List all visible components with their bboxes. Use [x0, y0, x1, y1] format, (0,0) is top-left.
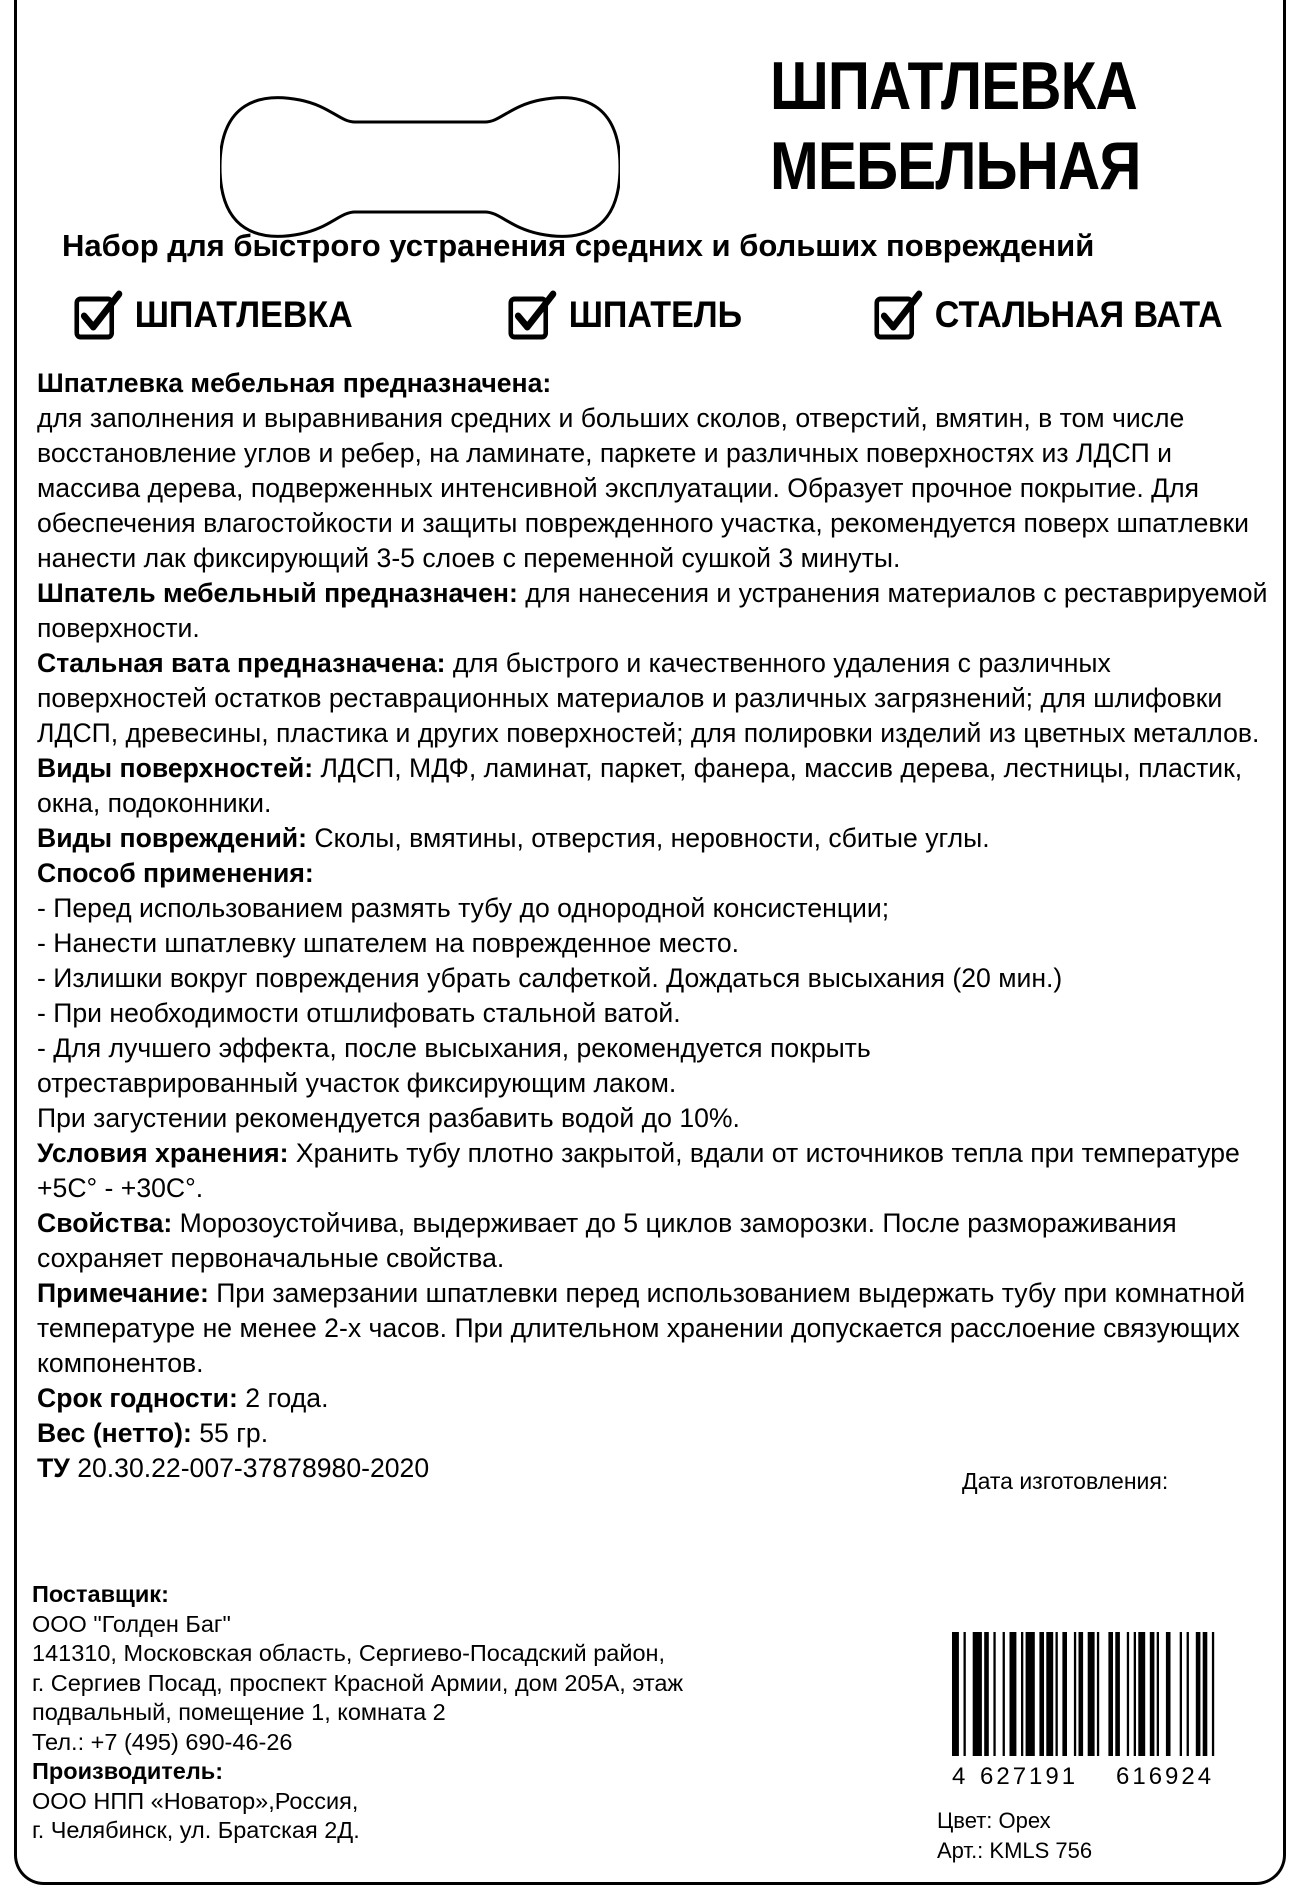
barcode-bar	[1196, 1632, 1201, 1756]
section-text: ЛДСП, МДФ, ламинат, паркет, фанера, массив дерева, лестницы, пластик, окна, подоконники.	[37, 753, 1243, 818]
barcode-bar	[993, 1632, 995, 1756]
section-text: При замерзании шпатлевки перед использованием выдержать тубу при комнатной температуре не менее 2-х часов. При длительном хранении допускается расслоение связующих компонентов.	[37, 1278, 1246, 1378]
checkbox-checked-icon	[508, 290, 558, 340]
description-text	[37, 366, 1277, 1486]
barcode-digits-left: 627191	[980, 1763, 1079, 1790]
barcode-bar	[1157, 1632, 1159, 1756]
supplier-line: ООО "Голден Баг"	[32, 1610, 231, 1637]
barcode-bar	[1088, 1632, 1095, 1756]
shelf-life	[37, 1381, 1277, 1416]
section-label: Условия хранения:	[37, 1138, 289, 1168]
barcode-digits-right: 616924	[1116, 1763, 1215, 1790]
title-line-1: ШПАТЛЕВКА	[770, 48, 1137, 124]
barcode-bar	[1187, 1632, 1189, 1756]
kit-item-putty	[74, 290, 353, 340]
section-text: для быстрого и качественного удаления с различных поверхностей остатков реставрационных материалов и различных загрязнений; для шлифовки ЛДСП, древесины, пластика и других поверхностей; для полировки изделий из цветных металлов.	[37, 648, 1260, 748]
barcode-bar	[1166, 1632, 1171, 1756]
barcode-bar	[1097, 1632, 1099, 1756]
steel-wool-section	[37, 646, 1277, 751]
section-label: Примечание:	[37, 1278, 209, 1308]
section-text: Морозоустойчива, выдерживает до 5 циклов заморозки. После размораживания сохраняет первоначальные свойства.	[37, 1208, 1177, 1273]
section-text: 55 гр.	[199, 1418, 269, 1448]
supplier-label: Поставщик:	[32, 1581, 169, 1607]
color-value: Цвет: Орех	[937, 1808, 1051, 1833]
surfaces-section	[37, 751, 1277, 821]
section-label: Виды поверхностей:	[37, 753, 314, 783]
method-step: - Нанести шпатлевку шпателем на поврежденное место.	[37, 928, 740, 958]
section-text: 20.30.22-007-37878980-2020	[77, 1453, 430, 1483]
subtitle: Набор для быстрого устранения средних и больших повреждений	[62, 228, 1095, 263]
section-label: Срок годности:	[37, 1383, 238, 1413]
article-number: Арт.: KMLS 756	[937, 1838, 1093, 1863]
barcode-bar	[1180, 1632, 1182, 1756]
method-step: При загустении рекомендуется разбавить водой до 10%.	[37, 1103, 740, 1133]
barcode-bar	[1115, 1632, 1120, 1756]
section-text: для нанесения и устранения материалов с реставрируемой поверхности.	[37, 578, 1268, 643]
method-step: - При необходимости отшлифовать стальной ватой.	[37, 998, 681, 1028]
method-step: - Перед использованием размять тубу до однородной консистенции;	[37, 893, 890, 923]
manufacturer-line: ООО НПП «Новатор»,Россия,	[32, 1787, 359, 1814]
section-label: Шпатлевка мебельная предназначена:	[37, 368, 552, 398]
barcode-bar	[973, 1632, 982, 1756]
barcode-bar	[1108, 1632, 1113, 1756]
barcode-bar	[1010, 1632, 1017, 1756]
damages-section	[37, 821, 1277, 856]
section-label: Стальная вата предназначена:	[37, 648, 446, 678]
barcode-bar	[1138, 1632, 1145, 1756]
barcode-bar	[1039, 1632, 1044, 1756]
barcode-bar	[984, 1632, 989, 1756]
section-label: Вес (нетто):	[37, 1418, 192, 1448]
barcode-bar	[1056, 1632, 1058, 1756]
storage-section	[37, 1136, 1277, 1206]
method-step: - Для лучшего эффекта, после высыхания, рекомендуется покрыть отреставрированный участок фиксирующим лаком.	[37, 1033, 871, 1098]
kit-item-label: СТАЛЬНАЯ ВАТА	[934, 294, 1223, 335]
checkbox-checked-icon	[874, 290, 924, 340]
manufacturer-line: г. Челябинск, ул. Братская 2Д.	[32, 1817, 360, 1843]
barcode-bar	[964, 1632, 966, 1756]
hanger-hole	[220, 92, 620, 242]
kit-item-steel-wool	[874, 290, 1223, 340]
section-label: ТУ	[37, 1453, 70, 1483]
manufacture-date-label: Дата изготовления:	[962, 1468, 1169, 1494]
putty-section	[37, 366, 1277, 576]
section-text: Сколы, вмятины, отверстия, неровности, сбитые углы.	[314, 823, 990, 853]
barcode-bar	[1062, 1632, 1067, 1756]
barcode-bar	[1074, 1632, 1076, 1756]
ean-barcode	[952, 1632, 1242, 1792]
product-info	[937, 1806, 1092, 1866]
method-section	[37, 856, 1277, 891]
manufacturer-label: Производитель:	[32, 1758, 224, 1784]
barcode-bar	[1212, 1632, 1214, 1756]
supplier-line: 141310, Московская область, Сергиево-Посадский район,	[32, 1640, 666, 1666]
section-text: 2 года.	[245, 1383, 329, 1413]
barcode-bar	[952, 1632, 959, 1756]
net-weight	[37, 1416, 1277, 1451]
barcode-bar	[1003, 1632, 1005, 1756]
spatula-section	[37, 576, 1277, 646]
kit-item-label: ШПАТЛЕВКА	[134, 294, 353, 335]
kit-contents	[0, 290, 1302, 350]
section-text: Хранить тубу плотно закрытой, вдали от источников тепла при температуре +5С° - +30С°.	[37, 1138, 1240, 1203]
title-line-2: МЕБЕЛЬНАЯ	[770, 128, 1141, 204]
section-label: Шпатель мебельный предназначен:	[37, 578, 518, 608]
supplier-line: г. Сергиев Посад, проспект Красной Армии, дом 205А, этаж	[32, 1669, 684, 1696]
kit-item-spatula	[508, 290, 742, 340]
barcode-bar	[1079, 1632, 1084, 1756]
product-title	[770, 46, 1141, 206]
section-text: для заполнения и выравнивания средних и больших сколов, отверстий, вмятин, в том числе восстановление углов и ребер, на ламинате, паркете и различных поверхностях из ЛДСП и массива дерева, подверженных интенсивной эксплуатации. Образует прочное покрытие. Для обеспечения влагостойкости и защиты поврежденного участка, рекомендуется поверх шпатлевки нанести лак фиксирующий 3-5 слоев с переменной сушкой 3 минуты.	[37, 403, 1250, 573]
barcode-bar	[1127, 1632, 1129, 1756]
barcode-bar	[1046, 1632, 1053, 1756]
barcode-bar	[1134, 1632, 1136, 1756]
barcode-bar	[1150, 1632, 1155, 1756]
checkbox-checked-icon	[74, 290, 124, 340]
barcode-bar	[1021, 1632, 1023, 1756]
section-label: Свойства:	[37, 1208, 173, 1238]
section-label: Способ применения:	[37, 858, 314, 888]
method-step: - Излишки вокруг повреждения убрать салфеткой. Дождаться высыхания (20 мин.)	[37, 963, 1063, 993]
note-section	[37, 1276, 1277, 1381]
section-label: Виды повреждений:	[37, 823, 308, 853]
barcode-digit-first: 4	[952, 1763, 966, 1790]
supplier-block	[32, 1580, 683, 1846]
supplier-line: подвальный, помещение 1, комната 2	[32, 1699, 446, 1725]
barcode-bar	[1203, 1632, 1208, 1756]
barcode-bar	[1026, 1632, 1035, 1756]
properties-section	[37, 1206, 1277, 1276]
kit-item-label: ШПАТЕЛЬ	[568, 294, 743, 335]
supplier-line: Тел.: +7 (495) 690-46-26	[32, 1728, 293, 1755]
